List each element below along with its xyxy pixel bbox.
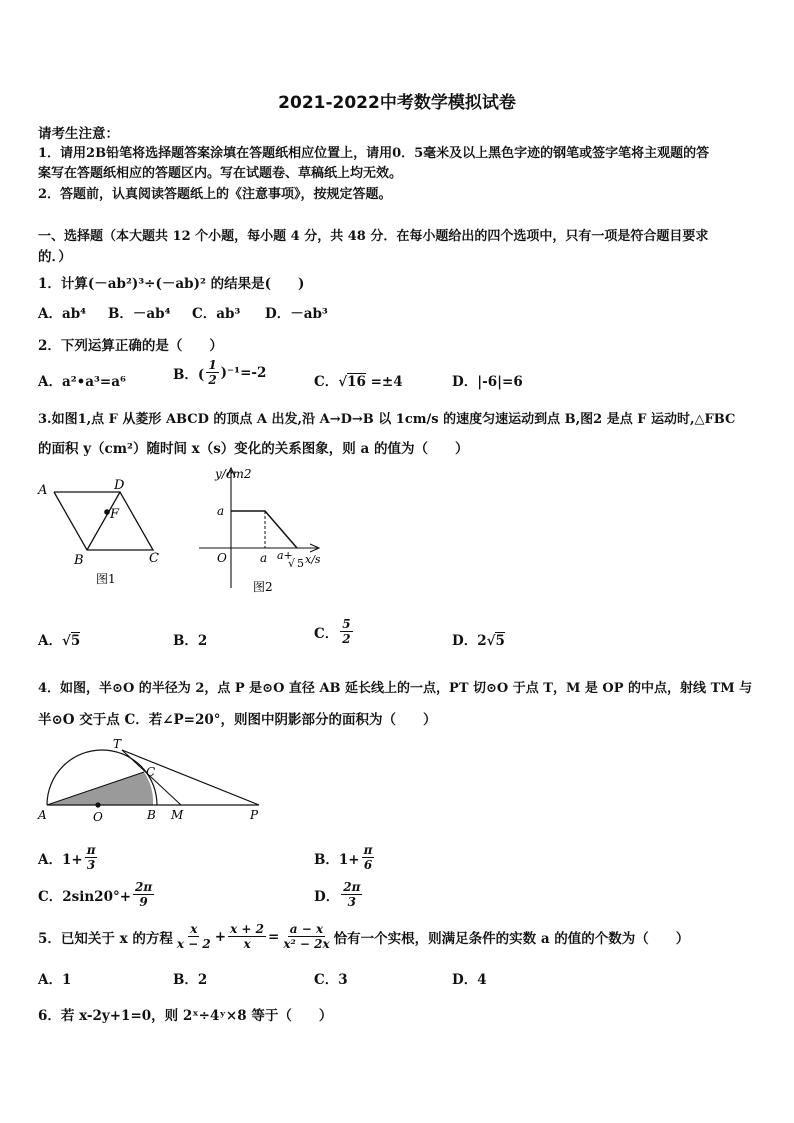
q2-c-prefix: C．	[314, 374, 339, 390]
q2-b-denominator: 2	[208, 373, 217, 387]
q4-d-prefix: D．	[314, 888, 340, 905]
q4-b-denominator: 6	[363, 858, 373, 872]
q2-option-a: A．a²•a³=a⁶	[38, 374, 126, 390]
q1-option-d: D．－ab³	[265, 306, 328, 322]
radical-sign: √	[61, 633, 71, 649]
label-f: F	[110, 507, 120, 522]
tick-a-label: a	[260, 551, 268, 565]
q5-f2-numerator: x + 2	[230, 922, 264, 936]
q4-b-numerator: π	[363, 843, 373, 857]
q5-f1-denominator: x − 2	[176, 937, 211, 951]
q4-a-numerator: π	[86, 843, 96, 857]
fig2-caption: 图2	[253, 580, 273, 594]
q5-equals: =	[268, 928, 280, 945]
q4-d-denominator: 3	[347, 895, 356, 909]
q3-c-denominator: 2	[342, 632, 351, 646]
q4-b-prefix: B．1+	[314, 851, 360, 868]
y-axis-label: y/cm2	[215, 467, 252, 481]
q3-figure-2	[195, 464, 335, 596]
q5-fraction-3	[281, 922, 331, 951]
q3-a-prefix: A．	[38, 633, 62, 649]
value-a-label: a	[217, 504, 225, 518]
q2-b-numerator: 1	[208, 358, 217, 372]
page-title: 2021-2022中考数学模拟试卷	[278, 93, 516, 113]
tick-radicand: 5	[297, 557, 304, 570]
q2-option-c	[314, 370, 403, 390]
q5-stem	[38, 922, 689, 951]
radical-sign: √	[486, 633, 496, 649]
notice-line-1: 1．请用2B铅笔将选择题答案涂填在答题纸相应位置上，请用0．5毫米及以上黑色字迹的钢笔或签字笔将主观题的答	[38, 146, 710, 161]
q3-option-b: B．2	[173, 633, 208, 649]
q4-option-a	[38, 843, 99, 872]
q4-option-c	[38, 880, 156, 909]
radical-sign: √	[338, 374, 348, 390]
q1-option-b: B．－ab⁴	[108, 306, 171, 322]
q4-c-denominator: 9	[139, 895, 148, 909]
label-p: P	[250, 808, 259, 822]
q3-option-d	[452, 629, 505, 649]
q5-option-d: D．4	[452, 972, 487, 988]
notice-line-2: 案写在答题纸相应的答题区内。写在试题卷、草稿纸上均无效。	[38, 166, 403, 181]
q4-stem-line-1: 4．如图，半⊙O 的半径为 2，点 P 是⊙O 直径 AB 延长线上的一点，PT 切⊙O 于点 T，M 是 OP 的中点，射线 TM 与	[38, 681, 753, 696]
q3-stem-line-1: 3.如图1,点 F 从菱形 ABCD 的顶点 A 出发,沿 A→D→B 以 1cm/s 的速度匀速运动到点 B,图2 是点 F 运动时,△FBC	[38, 412, 736, 427]
q4-a-prefix: A．1+	[38, 851, 83, 868]
q4-c-fraction	[133, 880, 154, 909]
q3-stem-line-2: 的面积 y（cm²）随时间 x（s）变化的关系图象，则 a 的值为（ ）	[38, 441, 469, 457]
q6-stem: 6．若 x-2y+1=0，则 2ˣ÷4ʸ×8 等于（ ）	[38, 1008, 333, 1024]
q5-plus: +	[214, 928, 227, 945]
q2-stem: 2．下列运算正确的是（ ）	[38, 338, 223, 354]
q4-c-numerator: 2π	[135, 880, 153, 894]
q5-suffix: 恰有一个实根，则满足条件的实数 a 的值的个数为（ ）	[333, 930, 690, 947]
q5-option-c: C．3	[314, 972, 348, 988]
q2-option-b	[173, 358, 266, 387]
q4-b-fraction	[362, 843, 375, 872]
radical-sign: √	[288, 557, 296, 570]
label-d: D	[114, 478, 125, 493]
tick-a-plus-label: a+	[277, 549, 293, 562]
q3-c-fraction	[340, 617, 352, 646]
q4-option-d	[314, 880, 364, 909]
label-a: A	[38, 808, 47, 822]
notice-heading: 请考生注意：	[38, 126, 119, 142]
q5-option-b: B．2	[173, 972, 208, 988]
q2-b-prefix: B．(	[173, 366, 205, 383]
q4-d-fraction	[341, 880, 362, 909]
q1-option-a: A．ab⁴	[38, 306, 87, 322]
x-axis-label: x/s	[305, 553, 321, 566]
q3-figure-1	[30, 470, 170, 590]
fig1-caption: 图1	[96, 572, 116, 586]
label-t: T	[113, 737, 122, 751]
label-o: O	[93, 810, 103, 824]
origin-label: O	[217, 551, 227, 565]
q3-d-radicand: 5	[495, 633, 505, 649]
q2-c-suffix: =±4	[365, 374, 403, 390]
q5-f3-numerator: a − x	[289, 922, 324, 936]
q3-d-prefix: D．2	[452, 633, 487, 649]
q4-figure	[30, 734, 270, 826]
label-b: B	[74, 553, 84, 568]
q5-prefix: 5．已知关于 x 的方程	[38, 930, 173, 947]
q1-option-c: C．ab³	[192, 306, 241, 322]
q5-f2-denominator: x	[243, 937, 251, 951]
graph-line	[231, 511, 297, 548]
q3-c-prefix: C．	[314, 625, 339, 642]
q2-b-fraction	[206, 358, 218, 387]
label-m: M	[171, 808, 184, 822]
q5-f3-denominator: x² − 2x	[283, 937, 330, 951]
q4-c-prefix: C．2sin20°+	[38, 888, 132, 905]
center-o	[95, 802, 100, 807]
q4-stem-line-2: 半⊙O 交于点 C．若∠P=20°，则图中阴影部分的面积为（ ）	[38, 712, 437, 728]
label-c: C	[149, 551, 159, 566]
q5-fraction-1	[175, 922, 213, 951]
q2-b-suffix: )⁻¹=-2	[220, 364, 267, 381]
q3-a-radicand: 5	[70, 633, 81, 649]
q5-f1-numerator: x	[190, 922, 198, 936]
q5-option-a: A．1	[38, 972, 72, 988]
section-heading-line-2: 的．）	[38, 249, 72, 265]
q4-d-numerator: 2π	[343, 880, 361, 894]
q2-c-radicand: 16	[347, 374, 366, 390]
q1-stem: 1．计算(－ab²)³÷(－ab)² 的结果是( )	[38, 276, 305, 292]
q4-a-denominator: 3	[86, 858, 96, 872]
section-heading-line-1: 一、选择题（本大题共 12 个小题，每小题 4 分，共 48 分．在每小题给出的四个选项中，只有一项是符合题目要求	[38, 229, 709, 244]
q3-option-a	[38, 629, 80, 649]
q5-fraction-2	[228, 922, 266, 951]
label-c: C	[146, 765, 156, 779]
q3-c-numerator: 5	[342, 617, 351, 631]
q2-option-d: D．|-6|=6	[452, 374, 523, 390]
q4-option-b	[314, 843, 376, 872]
point-f	[104, 509, 110, 515]
q3-option-c	[314, 617, 355, 646]
label-b: B	[147, 808, 156, 822]
label-a: A	[38, 483, 48, 498]
q4-a-fraction	[85, 843, 98, 872]
notice-line-3: 2．答题前，认真阅读答题纸上的《注意事项》，按规定答题。	[38, 187, 392, 202]
